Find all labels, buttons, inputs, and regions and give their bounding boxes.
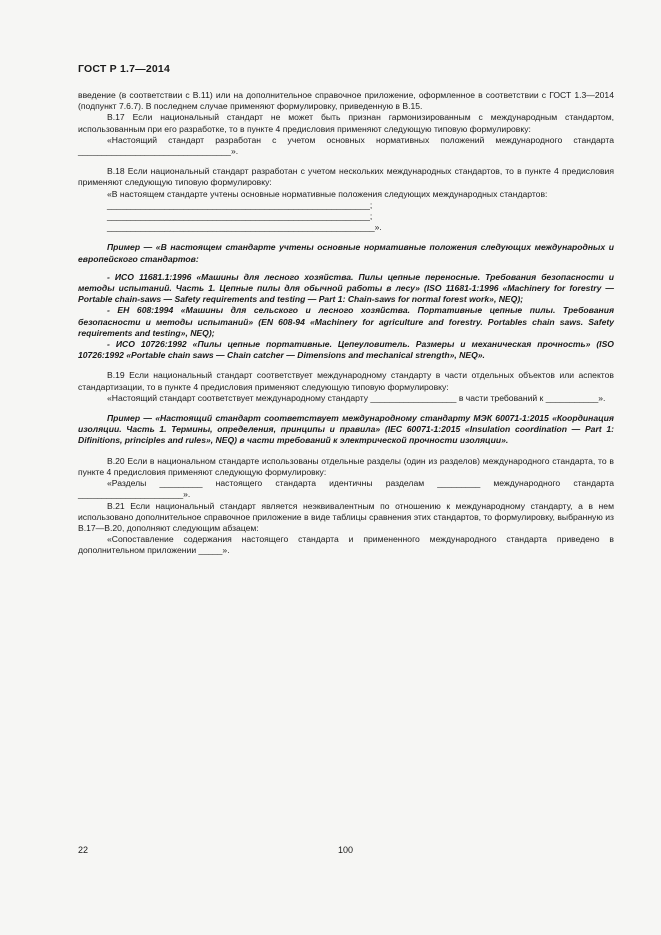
document-header: ГОСТ Р 1.7—2014	[78, 63, 171, 75]
paragraph-b17: В.17 Если национальный стандарт не может быть признан гармонизированным с международным стандартом, использованным при его разработке, то в пункте 4 предисловия применяют следующую типовую формулировку:	[78, 112, 614, 134]
template-b21: «Сопоставление содержания настоящего стандарта и примененного международного стандарта приведено в дополнительном приложении _____».	[78, 534, 614, 556]
paragraph-intro: введение (в соответствии с В.11) или на дополнительное справочное приложение, оформленное в соответствии с ГОСТ 1.3—2014 (подпункт 7.6.7). В последнем случае применяют формулировку, приведенную в В.15.	[78, 90, 614, 112]
template-b20: «Разделы _________ настоящего стандарта идентичны разделам _________ международного стандарта ______________________».	[78, 478, 614, 500]
paragraph-b18: В.18 Если национальный стандарт разработан с учетом нескольких международных стандартов, то в пункте 4 предисловия применяют следующую типовую формулировку:	[78, 166, 614, 188]
page-number-center: 100	[338, 845, 354, 855]
blank-line-1: _______________________________________________________;	[107, 199, 373, 210]
page-number-left: 22	[78, 845, 89, 855]
example-b18: Пример — «В настоящем стандарте учтены основные нормативные положения следующих международных и европейского стандартов:	[78, 242, 614, 264]
template-b17: «Настоящий стандарт разработан с учетом основных нормативных положений международного стандарта ________________________________».	[78, 134, 614, 157]
example-b18-item-2: - ЕН 608:1994 «Машины для сельского и лесного хозяйства. Портативные цепные пилы. Требования безопасности и методы испытаний» (EN 608-94 «Machinery for agriculture and forestry. Portables chain saws. Safety requirements and testing», NEQ);	[78, 305, 614, 338]
blank-line-2: _______________________________________________________;	[107, 211, 373, 222]
document-body	[78, 90, 614, 557]
example-b19: Пример — «Настоящий стандарт соответствует международному стандарту МЭК 60071-1:2015 «Координация изоляции. Часть 1. Термины, определения, принципы и правила» (IEC 60071-1:2015 «Insulation coordination — Part 1: Difinitions, principles and rules», NEQ) в части требований к электрической прочности изоляции».	[78, 413, 614, 446]
template-b18: «В настоящем стандарте учтены основные нормативные положения следующих международных стандартов:	[107, 188, 548, 199]
example-b18-item-3: - ИСО 10726:1992 «Пилы цепные портативные. Цепеуловитель. Размеры и механическая прочность» (ISO 10726:1992 «Portable chain saws — Chain catcher — Dimensions and mechanical strength», NEQ».	[78, 339, 614, 361]
paragraph-b19: В.19 Если национальный стандарт соответствует международному стандарту в части отдельных объектов или аспектов стандартизации, то в пункте 4 предисловия применяют следующую типовую формулировку:	[78, 370, 614, 392]
example-b18-item-1: - ИСО 11681.1:1996 «Машины для лесного хозяйства. Пилы цепные переносные. Требования безопасности и методы испытаний. Часть 1. Цепные пилы для обычной работы в лесу» (ISO 11681-1:1996 «Machinery for forestry — Portable chain-saws — Safety requirements and testing — Part 1: Chain-saws for normal forest work», NEQ);	[78, 271, 614, 305]
paragraph-b20: В.20 Если в национальном стандарте использованы отдельные разделы (один из разделов) международного стандарта, то в пункте 4 предисловия применяют следующую формулировку:	[78, 455, 614, 477]
template-b19: «Настоящий стандарт соответствует международному стандарту __________________ в части требований к ___________».	[107, 392, 606, 403]
blank-line-3: ________________________________________________________».	[107, 222, 382, 233]
paragraph-b21: В.21 Если национальный стандарт является неэквивалентным по отношению к международному стандарту, а в нем использовано дополнительное справочное приложение в виде таблицы сравнения этих стандартов, то формулировку, выбранную из В.17—В.20, дополняют следующим абзацем:	[78, 500, 614, 533]
